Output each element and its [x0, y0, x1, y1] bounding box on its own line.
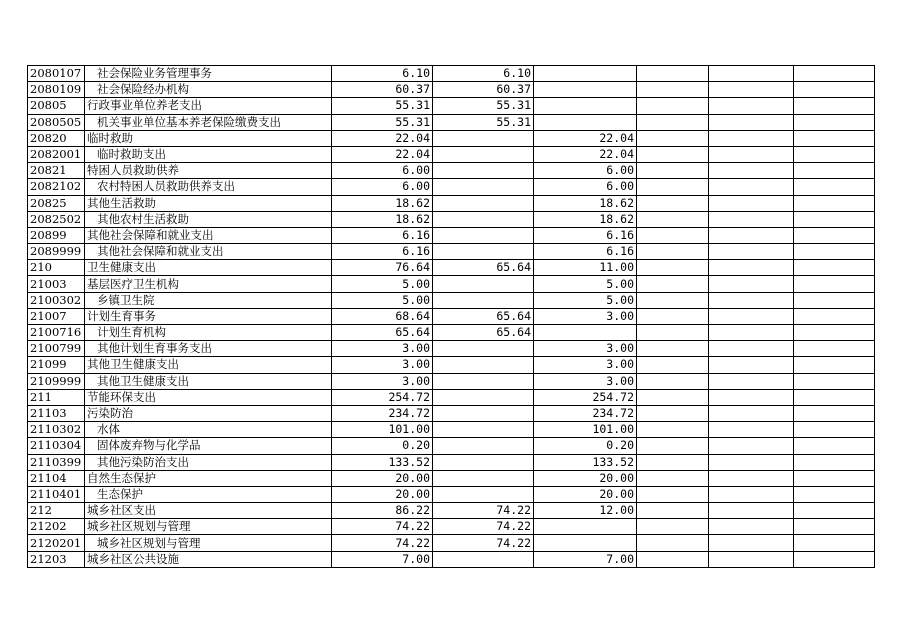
table-row: [28, 551, 875, 567]
total-cell: 18.62: [332, 195, 433, 211]
empty-cell: [637, 405, 709, 421]
empty-cell: [794, 486, 875, 502]
basic-cell: [433, 422, 534, 438]
name-cell: 城乡社区公共设施: [85, 551, 332, 567]
project-cell: 6.16: [534, 244, 637, 260]
empty-cell: [637, 179, 709, 195]
basic-cell: 65.64: [433, 325, 534, 341]
empty-cell: [637, 211, 709, 227]
project-cell: 6.00: [534, 179, 637, 195]
name-cell: 生态保护: [85, 486, 332, 502]
basic-cell: [433, 486, 534, 502]
empty-cell: [709, 341, 794, 357]
empty-cell: [709, 244, 794, 260]
basic-cell: [433, 195, 534, 211]
code-cell: 212: [28, 503, 85, 519]
table-body: [28, 66, 875, 568]
table-row: [28, 211, 875, 227]
project-cell: 22.04: [534, 146, 637, 162]
empty-cell: [794, 373, 875, 389]
code-cell: 21103: [28, 405, 85, 421]
table-row: [28, 66, 875, 82]
name-cell: 其他农村生活救助: [85, 211, 332, 227]
table-row: [28, 308, 875, 324]
empty-cell: [794, 535, 875, 551]
empty-cell: [709, 405, 794, 421]
basic-cell: 60.37: [433, 82, 534, 98]
project-cell: 101.00: [534, 422, 637, 438]
total-cell: 101.00: [332, 422, 433, 438]
code-cell: 21203: [28, 551, 85, 567]
project-cell: [534, 66, 637, 82]
code-cell: 2100302: [28, 292, 85, 308]
empty-cell: [637, 130, 709, 146]
empty-cell: [637, 470, 709, 486]
code-cell: 2082502: [28, 211, 85, 227]
empty-cell: [637, 503, 709, 519]
table-row: [28, 341, 875, 357]
table-row: [28, 244, 875, 260]
total-cell: 0.20: [332, 438, 433, 454]
project-cell: 6.00: [534, 163, 637, 179]
total-cell: 68.64: [332, 308, 433, 324]
code-cell: 2110401: [28, 486, 85, 502]
empty-cell: [637, 276, 709, 292]
table-row: [28, 405, 875, 421]
empty-cell: [709, 276, 794, 292]
empty-cell: [709, 82, 794, 98]
project-cell: [534, 114, 637, 130]
project-cell: 7.00: [534, 551, 637, 567]
empty-cell: [794, 98, 875, 114]
total-cell: 3.00: [332, 357, 433, 373]
basic-cell: [433, 244, 534, 260]
name-cell: 其他社会保障和就业支出: [85, 227, 332, 243]
empty-cell: [794, 422, 875, 438]
basic-cell: [433, 276, 534, 292]
table-row: [28, 454, 875, 470]
total-cell: 6.10: [332, 66, 433, 82]
total-cell: 55.31: [332, 114, 433, 130]
code-cell: 21202: [28, 519, 85, 535]
table-row: [28, 292, 875, 308]
empty-cell: [637, 389, 709, 405]
basic-cell: [433, 163, 534, 179]
total-cell: 254.72: [332, 389, 433, 405]
total-cell: 18.62: [332, 211, 433, 227]
name-cell: 其他社会保障和就业支出: [85, 244, 332, 260]
empty-cell: [794, 114, 875, 130]
empty-cell: [709, 470, 794, 486]
name-cell: 乡镇卫生院: [85, 292, 332, 308]
total-cell: 20.00: [332, 486, 433, 502]
empty-cell: [637, 163, 709, 179]
empty-cell: [637, 438, 709, 454]
table-row: [28, 163, 875, 179]
empty-cell: [794, 503, 875, 519]
name-cell: 临时救助支出: [85, 146, 332, 162]
code-cell: 2080109: [28, 82, 85, 98]
empty-cell: [794, 179, 875, 195]
table-row: [28, 503, 875, 519]
total-cell: 5.00: [332, 276, 433, 292]
empty-cell: [794, 325, 875, 341]
code-cell: 20899: [28, 227, 85, 243]
project-cell: 6.16: [534, 227, 637, 243]
empty-cell: [709, 535, 794, 551]
empty-cell: [637, 341, 709, 357]
project-cell: 20.00: [534, 486, 637, 502]
table-row: [28, 260, 875, 276]
empty-cell: [637, 66, 709, 82]
empty-cell: [794, 244, 875, 260]
empty-cell: [637, 373, 709, 389]
code-cell: 2100716: [28, 325, 85, 341]
empty-cell: [709, 503, 794, 519]
empty-cell: [794, 438, 875, 454]
empty-cell: [709, 422, 794, 438]
code-cell: 2110302: [28, 422, 85, 438]
empty-cell: [709, 227, 794, 243]
basic-cell: [433, 389, 534, 405]
empty-cell: [794, 260, 875, 276]
total-cell: 22.04: [332, 146, 433, 162]
empty-cell: [637, 486, 709, 502]
empty-cell: [637, 325, 709, 341]
empty-cell: [709, 519, 794, 535]
project-cell: 3.00: [534, 308, 637, 324]
basic-cell: [433, 454, 534, 470]
project-cell: 22.04: [534, 130, 637, 146]
empty-cell: [709, 114, 794, 130]
name-cell: 污染防治: [85, 405, 332, 421]
total-cell: 133.52: [332, 454, 433, 470]
project-cell: 5.00: [534, 292, 637, 308]
empty-cell: [709, 260, 794, 276]
table-row: [28, 146, 875, 162]
empty-cell: [637, 82, 709, 98]
empty-cell: [709, 130, 794, 146]
table-row: [28, 98, 875, 114]
table-row: [28, 389, 875, 405]
code-cell: 21104: [28, 470, 85, 486]
empty-cell: [794, 146, 875, 162]
empty-cell: [709, 163, 794, 179]
code-cell: 2080107: [28, 66, 85, 82]
empty-cell: [709, 551, 794, 567]
basic-cell: 74.22: [433, 535, 534, 551]
code-cell: 20805: [28, 98, 85, 114]
table-row: [28, 422, 875, 438]
code-cell: 2109999: [28, 373, 85, 389]
project-cell: 5.00: [534, 276, 637, 292]
budget-table: [27, 65, 875, 568]
basic-cell: [433, 405, 534, 421]
name-cell: 城乡社区规划与管理: [85, 535, 332, 551]
basic-cell: [433, 470, 534, 486]
code-cell: 20825: [28, 195, 85, 211]
empty-cell: [637, 244, 709, 260]
empty-cell: [794, 389, 875, 405]
empty-cell: [794, 195, 875, 211]
empty-cell: [637, 519, 709, 535]
empty-cell: [637, 227, 709, 243]
name-cell: 计划生育机构: [85, 325, 332, 341]
table-row: [28, 227, 875, 243]
name-cell: 固体废弃物与化学品: [85, 438, 332, 454]
total-cell: 6.16: [332, 227, 433, 243]
total-cell: 20.00: [332, 470, 433, 486]
name-cell: 特困人员救助供养: [85, 163, 332, 179]
empty-cell: [637, 308, 709, 324]
project-cell: 12.00: [534, 503, 637, 519]
empty-cell: [709, 486, 794, 502]
table-row: [28, 276, 875, 292]
code-cell: 21099: [28, 357, 85, 373]
empty-cell: [794, 163, 875, 179]
total-cell: 6.00: [332, 179, 433, 195]
empty-cell: [794, 66, 875, 82]
code-cell: 20821: [28, 163, 85, 179]
empty-cell: [709, 211, 794, 227]
name-cell: 计划生育事务: [85, 308, 332, 324]
project-cell: [534, 519, 637, 535]
basic-cell: [433, 211, 534, 227]
basic-cell: 65.64: [433, 308, 534, 324]
basic-cell: [433, 438, 534, 454]
project-cell: 0.20: [534, 438, 637, 454]
total-cell: 6.00: [332, 163, 433, 179]
project-cell: 254.72: [534, 389, 637, 405]
empty-cell: [637, 357, 709, 373]
table-row: [28, 82, 875, 98]
total-cell: 55.31: [332, 98, 433, 114]
empty-cell: [794, 341, 875, 357]
empty-cell: [794, 357, 875, 373]
empty-cell: [709, 179, 794, 195]
empty-cell: [637, 422, 709, 438]
empty-cell: [794, 308, 875, 324]
basic-cell: [433, 130, 534, 146]
name-cell: 行政事业单位养老支出: [85, 98, 332, 114]
project-cell: [534, 325, 637, 341]
code-cell: 2100799: [28, 341, 85, 357]
table-row: [28, 179, 875, 195]
basic-cell: [433, 227, 534, 243]
basic-cell: [433, 551, 534, 567]
empty-cell: [637, 98, 709, 114]
basic-cell: [433, 179, 534, 195]
code-cell: 211: [28, 389, 85, 405]
project-cell: 133.52: [534, 454, 637, 470]
name-cell: 社会保险业务管理事务: [85, 66, 332, 82]
project-cell: 3.00: [534, 373, 637, 389]
code-cell: 2082001: [28, 146, 85, 162]
empty-cell: [709, 325, 794, 341]
empty-cell: [709, 438, 794, 454]
project-cell: 3.00: [534, 357, 637, 373]
empty-cell: [637, 454, 709, 470]
name-cell: 农村特困人员救助供养支出: [85, 179, 332, 195]
empty-cell: [709, 373, 794, 389]
name-cell: 城乡社区规划与管理: [85, 519, 332, 535]
name-cell: 其他卫生健康支出: [85, 373, 332, 389]
empty-cell: [794, 292, 875, 308]
project-cell: 20.00: [534, 470, 637, 486]
empty-cell: [794, 130, 875, 146]
table-row: [28, 519, 875, 535]
name-cell: 卫生健康支出: [85, 260, 332, 276]
project-cell: 11.00: [534, 260, 637, 276]
basic-cell: [433, 357, 534, 373]
empty-cell: [709, 195, 794, 211]
empty-cell: [709, 389, 794, 405]
total-cell: 22.04: [332, 130, 433, 146]
basic-cell: [433, 146, 534, 162]
empty-cell: [709, 98, 794, 114]
table-row: [28, 130, 875, 146]
total-cell: 65.64: [332, 325, 433, 341]
empty-cell: [637, 114, 709, 130]
code-cell: 21007: [28, 308, 85, 324]
code-cell: 2089999: [28, 244, 85, 260]
code-cell: 2080505: [28, 114, 85, 130]
empty-cell: [637, 146, 709, 162]
total-cell: 5.00: [332, 292, 433, 308]
project-cell: 18.62: [534, 211, 637, 227]
code-cell: 20820: [28, 130, 85, 146]
empty-cell: [709, 308, 794, 324]
empty-cell: [794, 470, 875, 486]
name-cell: 其他生活救助: [85, 195, 332, 211]
empty-cell: [709, 454, 794, 470]
total-cell: 7.00: [332, 551, 433, 567]
name-cell: 自然生态保护: [85, 470, 332, 486]
basic-cell: [433, 373, 534, 389]
total-cell: 3.00: [332, 341, 433, 357]
project-cell: [534, 535, 637, 551]
code-cell: 2110304: [28, 438, 85, 454]
empty-cell: [794, 211, 875, 227]
empty-cell: [637, 292, 709, 308]
table-row: [28, 325, 875, 341]
empty-cell: [709, 66, 794, 82]
total-cell: 60.37: [332, 82, 433, 98]
name-cell: 基层医疗卫生机构: [85, 276, 332, 292]
name-cell: 节能环保支出: [85, 389, 332, 405]
name-cell: 城乡社区支出: [85, 503, 332, 519]
empty-cell: [709, 357, 794, 373]
basic-cell: [433, 341, 534, 357]
empty-cell: [794, 519, 875, 535]
total-cell: 86.22: [332, 503, 433, 519]
table-row: [28, 114, 875, 130]
basic-cell: 6.10: [433, 66, 534, 82]
basic-cell: [433, 292, 534, 308]
total-cell: 6.16: [332, 244, 433, 260]
total-cell: 76.64: [332, 260, 433, 276]
name-cell: 水体: [85, 422, 332, 438]
empty-cell: [794, 227, 875, 243]
table-row: [28, 470, 875, 486]
project-cell: 18.62: [534, 195, 637, 211]
code-cell: 2110399: [28, 454, 85, 470]
name-cell: 临时救助: [85, 130, 332, 146]
name-cell: 社会保险经办机构: [85, 82, 332, 98]
project-cell: 3.00: [534, 341, 637, 357]
total-cell: 3.00: [332, 373, 433, 389]
empty-cell: [794, 405, 875, 421]
total-cell: 234.72: [332, 405, 433, 421]
project-cell: 234.72: [534, 405, 637, 421]
empty-cell: [637, 260, 709, 276]
basic-cell: 55.31: [433, 98, 534, 114]
total-cell: 74.22: [332, 535, 433, 551]
empty-cell: [709, 292, 794, 308]
table-row: [28, 373, 875, 389]
basic-cell: 65.64: [433, 260, 534, 276]
table-row: [28, 195, 875, 211]
code-cell: 2082102: [28, 179, 85, 195]
table-row: [28, 535, 875, 551]
basic-cell: 74.22: [433, 503, 534, 519]
empty-cell: [794, 454, 875, 470]
name-cell: 机关事业单位基本养老保险缴费支出: [85, 114, 332, 130]
code-cell: 210: [28, 260, 85, 276]
table-row: [28, 357, 875, 373]
empty-cell: [794, 551, 875, 567]
empty-cell: [637, 195, 709, 211]
total-cell: 74.22: [332, 519, 433, 535]
name-cell: 其他卫生健康支出: [85, 357, 332, 373]
code-cell: 2120201: [28, 535, 85, 551]
basic-cell: 55.31: [433, 114, 534, 130]
table-row: [28, 438, 875, 454]
empty-cell: [637, 551, 709, 567]
table-row: [28, 486, 875, 502]
empty-cell: [794, 276, 875, 292]
empty-cell: [794, 82, 875, 98]
basic-cell: 74.22: [433, 519, 534, 535]
project-cell: [534, 98, 637, 114]
name-cell: 其他计划生育事务支出: [85, 341, 332, 357]
empty-cell: [637, 535, 709, 551]
name-cell: 其他污染防治支出: [85, 454, 332, 470]
empty-cell: [709, 146, 794, 162]
code-cell: 21003: [28, 276, 85, 292]
project-cell: [534, 82, 637, 98]
